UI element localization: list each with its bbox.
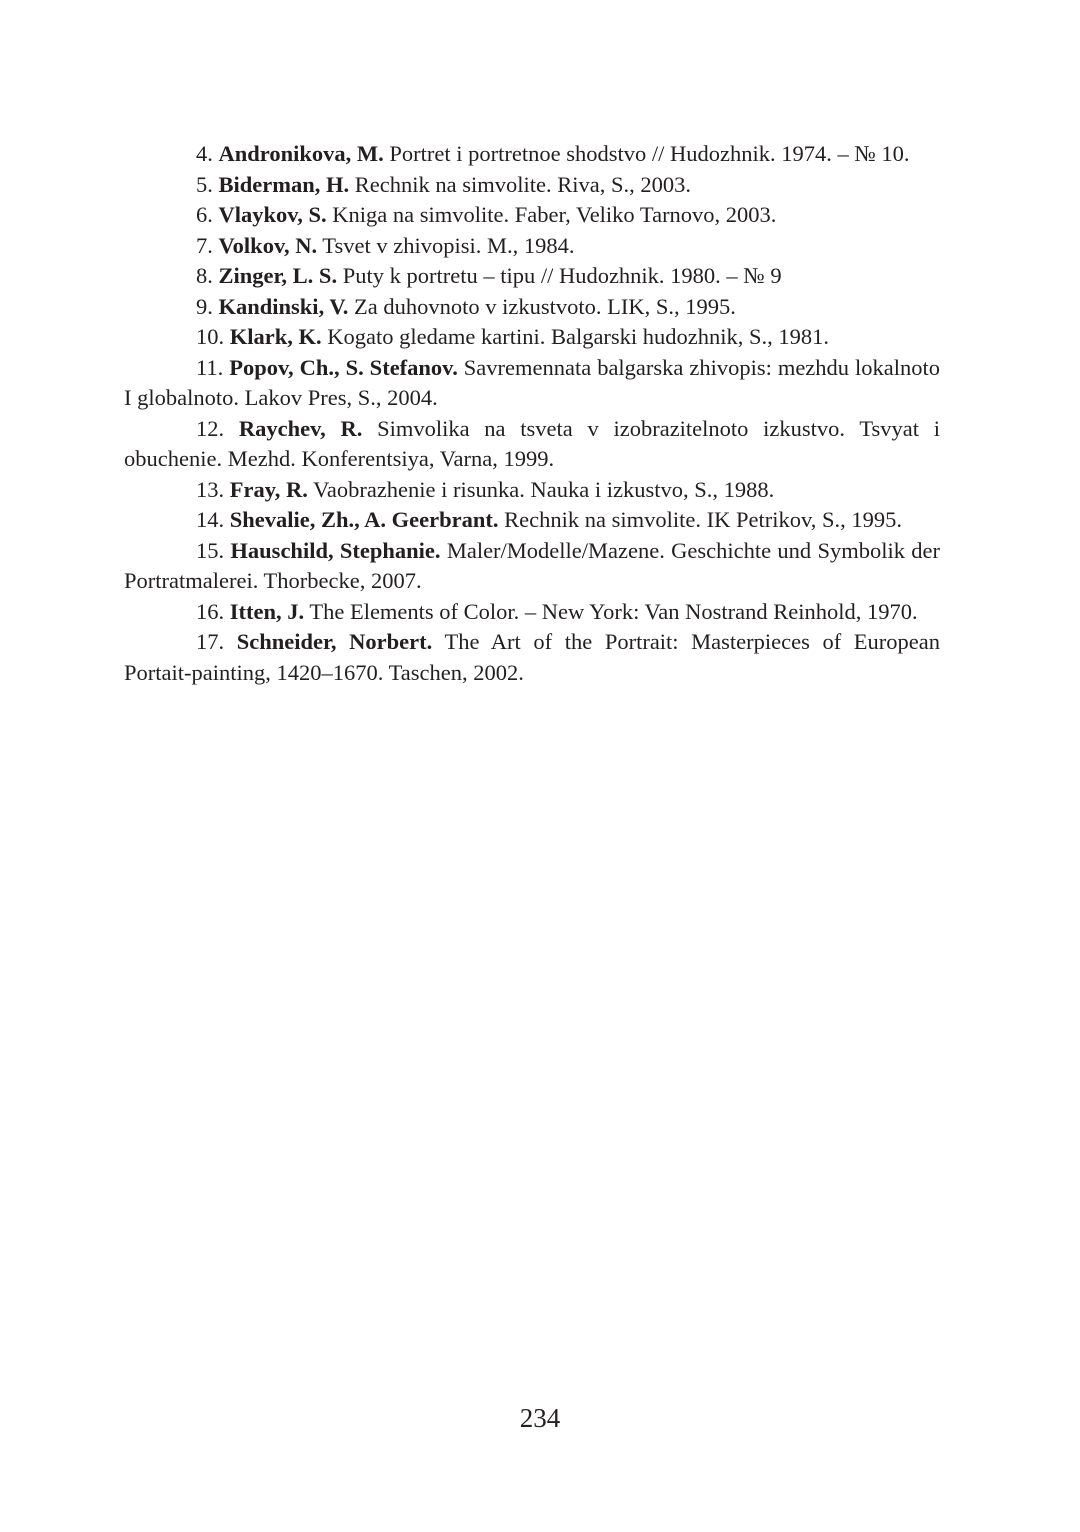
reference-number: 15. (196, 537, 225, 563)
reference-author: Klark, K. (229, 324, 322, 349)
reference-text: Rechnik na simvolite. IK Petrikov, S., 1995. (498, 507, 903, 532)
reference-item-15 (124, 536, 940, 597)
reference-item-12 (124, 414, 940, 475)
reference-number: 12. (196, 415, 225, 441)
reference-item-9 (124, 292, 940, 323)
reference-text: Kogato gledame kartini. Balgarski hudozhnik, S., 1981. (321, 324, 830, 349)
reference-author: Raychev, R. (238, 415, 363, 441)
page-number: 234 (519, 1403, 561, 1433)
reference-author: Kandinski, V. (218, 293, 349, 319)
reference-author: Volkov, N. (218, 232, 318, 258)
reference-text: Vaobrazhenie i risunka. Nauka i izkustvo, S., 1988. (307, 476, 775, 502)
reference-text: Maler/Modelle/Mazene. Geschichte und Symbolik der Portratmalerei. Thorbecke, 2007. (124, 537, 940, 593)
reference-author: Andronikova, M. (218, 141, 384, 166)
reference-author: Shevalie, Zh., A. Geerbrant. (229, 507, 499, 532)
reference-text: The Elements of Color. – New York: Van Nostrand Reinhold, 1970. (304, 598, 918, 624)
reference-author: Zinger, L. S. (218, 263, 338, 288)
reference-author: Itten, J. (229, 598, 305, 624)
reference-item-5 (124, 170, 940, 201)
reference-text: Puty k portretu – tipu // Hudozhnik. 1980. – № 9 (337, 263, 782, 288)
reference-number: 14. (196, 507, 225, 532)
reference-item-10 (124, 322, 940, 353)
reference-number: 6. (196, 202, 213, 227)
reference-author: Popov, Ch., S. Stefanov. (229, 354, 458, 380)
reference-number: 5. (196, 171, 213, 197)
reference-author: Fray, R. (229, 476, 308, 502)
reference-author: Vlaykov, S. (218, 202, 327, 227)
reference-text: Savremennata balgarska zhivopis: mezhdu lokalnoto I globalnoto. Lakov Pres, S., 2004. (124, 354, 940, 410)
reference-text: Rechnik na simvolite. Riva, S., 2003. (349, 171, 691, 197)
reference-text: The Art of the Portrait: Masterpieces of European Portait-painting, 1420–1670. Taschen, 2002. (124, 629, 941, 685)
reference-item-7 (124, 231, 940, 262)
reference-number: 16. (196, 598, 225, 624)
reference-text: Za duhovnoto v izkustvoto. LIK, S., 1995. (348, 293, 736, 319)
reference-text: Portret i portretnoe shodstvo // Hudozhnik. 1974. – № 10. (383, 141, 910, 166)
reference-author: Schneider, Norbert. (236, 629, 433, 654)
reference-item-17 (124, 627, 940, 688)
reference-text: Kniga na simvolite. Faber, Veliko Tarnovo, 2003. (326, 202, 777, 227)
reference-number: 17. (196, 629, 225, 654)
reference-item-13 (124, 475, 940, 506)
reference-item-8 (124, 261, 940, 292)
reference-item-4 (124, 139, 940, 170)
reference-item-14 (124, 505, 940, 536)
reference-number: 4. (196, 141, 213, 166)
reference-text: Simvolika na tsveta v izobrazitelnoto izkustvo. Tsvyat i obuchenie. Mezhd. Konferentsiya, Varna, 1999. (124, 415, 940, 471)
reference-list (124, 139, 940, 688)
reference-item-16 (124, 597, 940, 628)
reference-item-6 (124, 200, 940, 231)
reference-author: Hauschild, Stephanie. (230, 537, 441, 563)
reference-number: 13. (196, 476, 225, 502)
reference-text: Tsvet v zhivopisi. M., 1984. (317, 232, 575, 258)
reference-number: 8. (196, 263, 213, 288)
reference-number: 10. (196, 324, 225, 349)
reference-number: 9. (196, 293, 213, 319)
reference-number: 7. (196, 232, 213, 258)
reference-number: 11. (196, 354, 224, 380)
reference-author: Biderman, H. (218, 171, 350, 197)
reference-item-11 (124, 353, 940, 414)
